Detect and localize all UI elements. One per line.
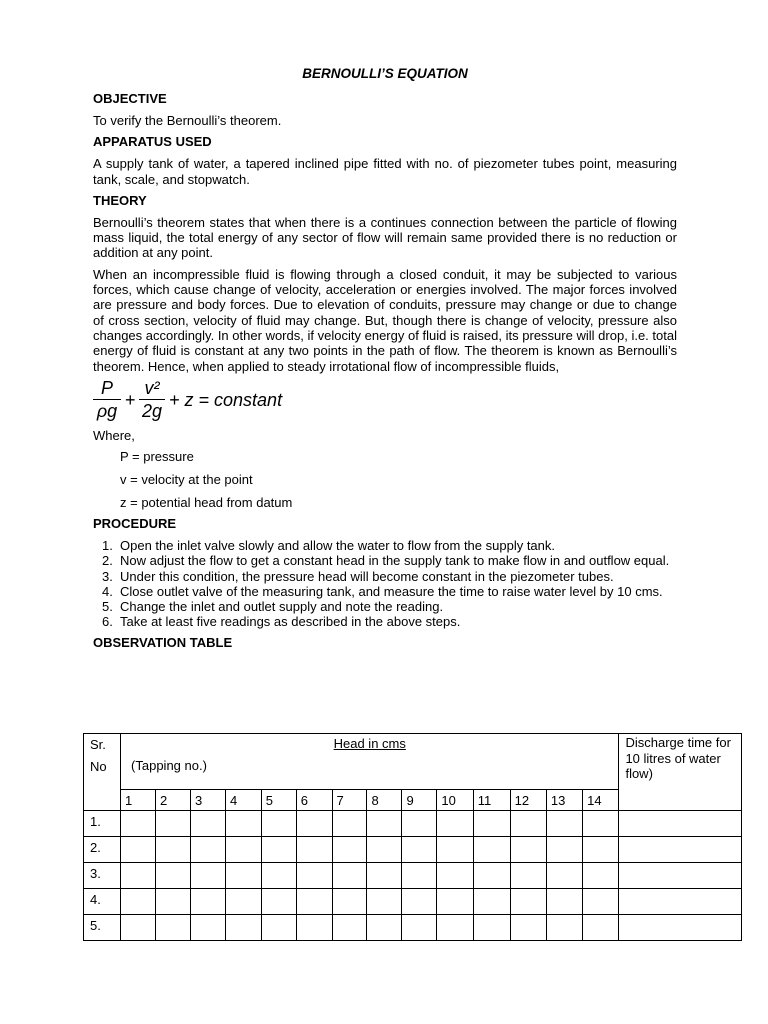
velocity-numerator: v² — [144, 377, 160, 398]
where-item-velocity: v = velocity at the point — [120, 472, 253, 488]
apparatus-text: A supply tank of water, a tapered inclined pipe fitted with no. of piezometer tubes point, measuring tank, scale, and stopwatch. — [93, 156, 677, 187]
discharge-time-cell[interactable] — [619, 863, 742, 889]
tapping-header-14: 14 — [583, 790, 619, 811]
sr-no-header: Sr. No — [84, 734, 121, 811]
head-reading-cell[interactable] — [402, 837, 437, 863]
velocity-denominator: 2g — [141, 400, 163, 421]
where-label: Where, — [93, 427, 135, 443]
head-reading-cell[interactable] — [473, 863, 510, 889]
equation-rest: + z = constant — [169, 389, 283, 410]
head-reading-cell[interactable] — [156, 863, 191, 889]
tapping-header-13: 13 — [546, 790, 582, 811]
head-reading-cell[interactable] — [510, 811, 546, 837]
where-item-datum: z = potential head from datum — [120, 495, 293, 511]
head-reading-cell[interactable] — [121, 837, 156, 863]
head-reading-cell[interactable] — [546, 889, 582, 915]
tapping-header-12: 12 — [510, 790, 546, 811]
head-reading-cell[interactable] — [510, 889, 546, 915]
head-reading-cell[interactable] — [437, 863, 473, 889]
head-reading-cell[interactable] — [473, 811, 510, 837]
pressure-denominator: ρg — [96, 400, 118, 421]
tapping-header-4: 4 — [225, 790, 261, 811]
head-reading-cell[interactable] — [156, 915, 191, 941]
tapping-header-2: 2 — [156, 790, 191, 811]
head-header: Head in cms (Tapping no.) — [121, 734, 619, 790]
head-reading-cell[interactable] — [190, 889, 225, 915]
head-reading-cell[interactable] — [583, 915, 619, 941]
pressure-term — [93, 378, 121, 421]
discharge-time-cell[interactable] — [619, 837, 742, 863]
head-reading-cell[interactable] — [225, 837, 261, 863]
tapping-header-7: 7 — [332, 790, 367, 811]
head-reading-cell[interactable] — [121, 811, 156, 837]
tapping-header-5: 5 — [261, 790, 296, 811]
head-reading-cell[interactable] — [402, 811, 437, 837]
head-reading-cell[interactable] — [510, 915, 546, 941]
observation-table — [83, 733, 742, 941]
head-reading-cell[interactable] — [296, 889, 332, 915]
theory-paragraph-1: Bernoulli’s theorem states that when there is a continues connection between the particle of flowing mass liquid, the total energy of any sector of flow will remain same provided there is no reduction or addition at any point. — [93, 214, 677, 261]
theory-paragraph-2: When an incompressible fluid is flowing through a closed conduit, it may be subjected to various forces, which cause change of velocity, acceleration or energies involved. The major forces involved are pressure and body forces. Due to elevation of conduits, pressure may change or due to change of cross section, velocity of fluid may change. But, though there is change of velocity, pressure also changes accordingly. In other words, if velocity energy of fluid is raised, its pressure will drop, i.e. total energy of fluid is constant at any two points in the path of flow. The theorem is known as Bernoulli’s theorem. Hence, when applied to steady irrotational flow of incompressible fluids, — [93, 266, 677, 374]
head-reading-cell[interactable] — [156, 811, 191, 837]
procedure-list — [93, 538, 677, 629]
procedure-step: 6. Take at least five readings as described in the above steps. — [102, 614, 461, 630]
head-reading-cell[interactable] — [261, 915, 296, 941]
head-reading-cell[interactable] — [367, 915, 402, 941]
head-reading-cell[interactable] — [225, 811, 261, 837]
head-reading-cell[interactable] — [261, 811, 296, 837]
head-reading-cell[interactable] — [296, 915, 332, 941]
discharge-header: Discharge time for 10 litres of water flow) — [619, 734, 742, 811]
head-reading-cell[interactable] — [296, 837, 332, 863]
head-reading-cell[interactable] — [332, 811, 367, 837]
procedure-step: 2. Now adjust the flow to get a constant head in the supply tank to make flow in and outflow equal. — [102, 553, 670, 569]
discharge-time-cell[interactable] — [619, 889, 742, 915]
head-reading-cell[interactable] — [402, 889, 437, 915]
objective-text: To verify the Bernoulli’s theorem. — [93, 113, 282, 128]
head-reading-cell[interactable] — [546, 863, 582, 889]
head-reading-cell[interactable] — [473, 915, 510, 941]
head-reading-cell[interactable] — [332, 837, 367, 863]
tapping-header-8: 8 — [367, 790, 402, 811]
head-reading-cell[interactable] — [583, 863, 619, 889]
head-reading-cell[interactable] — [261, 863, 296, 889]
head-reading-cell[interactable] — [546, 811, 582, 837]
plus-sign: + — [125, 389, 136, 410]
head-reading-cell[interactable] — [437, 837, 473, 863]
head-reading-cell[interactable] — [156, 889, 191, 915]
head-reading-cell[interactable] — [190, 915, 225, 941]
objective-heading: OBJECTIVE — [93, 91, 167, 106]
head-reading-cell[interactable] — [332, 915, 367, 941]
head-reading-cell[interactable] — [296, 863, 332, 889]
tapping-header-1: 1 — [121, 790, 156, 811]
row-serial: 5. — [84, 915, 121, 941]
bernoulli-equation — [93, 378, 677, 426]
head-reading-cell[interactable] — [367, 837, 402, 863]
head-reading-cell[interactable] — [510, 863, 546, 889]
head-reading-cell[interactable] — [190, 811, 225, 837]
table-row — [84, 811, 742, 837]
table-row — [84, 889, 742, 915]
head-reading-cell[interactable] — [296, 811, 332, 837]
observation-rows — [84, 811, 742, 941]
head-reading-cell[interactable] — [473, 837, 510, 863]
procedure-step: 1. Open the inlet valve slowly and allow the water to flow from the supply tank. — [102, 538, 555, 554]
head-reading-cell[interactable] — [546, 837, 582, 863]
tapping-header-9: 9 — [402, 790, 437, 811]
head-reading-cell[interactable] — [190, 863, 225, 889]
discharge-time-cell[interactable] — [619, 915, 742, 941]
head-reading-cell[interactable] — [473, 889, 510, 915]
tapping-header-11: 11 — [473, 790, 510, 811]
head-reading-cell[interactable] — [261, 889, 296, 915]
velocity-term — [139, 378, 165, 421]
head-reading-cell[interactable] — [332, 889, 367, 915]
tapping-header-10: 10 — [437, 790, 473, 811]
tapping-header-6: 6 — [296, 790, 332, 811]
head-reading-cell[interactable] — [510, 837, 546, 863]
head-reading-cell[interactable] — [437, 811, 473, 837]
where-item-pressure: P = pressure — [120, 449, 194, 465]
head-reading-cell[interactable] — [583, 811, 619, 837]
head-reading-cell[interactable] — [367, 863, 402, 889]
table-row — [84, 915, 742, 941]
head-reading-cell[interactable] — [583, 837, 619, 863]
observation-heading: OBSERVATION TABLE — [93, 635, 233, 651]
head-reading-cell[interactable] — [437, 915, 473, 941]
head-reading-cell[interactable] — [367, 811, 402, 837]
head-reading-cell[interactable] — [121, 889, 156, 915]
head-reading-cell[interactable] — [225, 915, 261, 941]
procedure-step: 4. Close outlet valve of the measuring tank, and measure the time to raise water level by 10 cms. — [102, 583, 663, 599]
head-reading-cell[interactable] — [402, 915, 437, 941]
head-reading-cell[interactable] — [121, 863, 156, 889]
head-reading-cell[interactable] — [437, 889, 473, 915]
head-reading-cell[interactable] — [156, 837, 191, 863]
head-reading-cell[interactable] — [402, 863, 437, 889]
row-serial: 3. — [84, 863, 121, 889]
head-reading-cell[interactable] — [121, 915, 156, 941]
row-serial: 2. — [84, 837, 121, 863]
discharge-time-cell[interactable] — [619, 811, 742, 837]
theory-heading: THEORY — [93, 192, 147, 208]
procedure-heading: PROCEDURE — [93, 516, 177, 532]
head-reading-cell[interactable] — [225, 889, 261, 915]
procedure-step: 3. Under this condition, the pressure head will become constant in the piezometer tubes. — [102, 568, 614, 584]
head-reading-cell[interactable] — [261, 837, 296, 863]
head-reading-cell[interactable] — [583, 889, 619, 915]
head-reading-cell[interactable] — [546, 915, 582, 941]
pressure-numerator: P — [100, 377, 113, 398]
head-reading-cell[interactable] — [367, 889, 402, 915]
document-page — [93, 66, 677, 651]
tapping-header-3: 3 — [190, 790, 225, 811]
row-serial: 4. — [84, 889, 121, 915]
head-reading-cell[interactable] — [332, 863, 367, 889]
table-row — [84, 863, 742, 889]
head-reading-cell[interactable] — [190, 837, 225, 863]
procedure-step: 5. Change the inlet and outlet supply and note the reading. — [102, 598, 444, 614]
document-title: BERNOULLI’S EQUATION — [302, 66, 468, 81]
row-serial: 1. — [84, 811, 121, 837]
table-row — [84, 837, 742, 863]
apparatus-heading: APPARATUS USED — [93, 134, 212, 150]
head-reading-cell[interactable] — [225, 863, 261, 889]
